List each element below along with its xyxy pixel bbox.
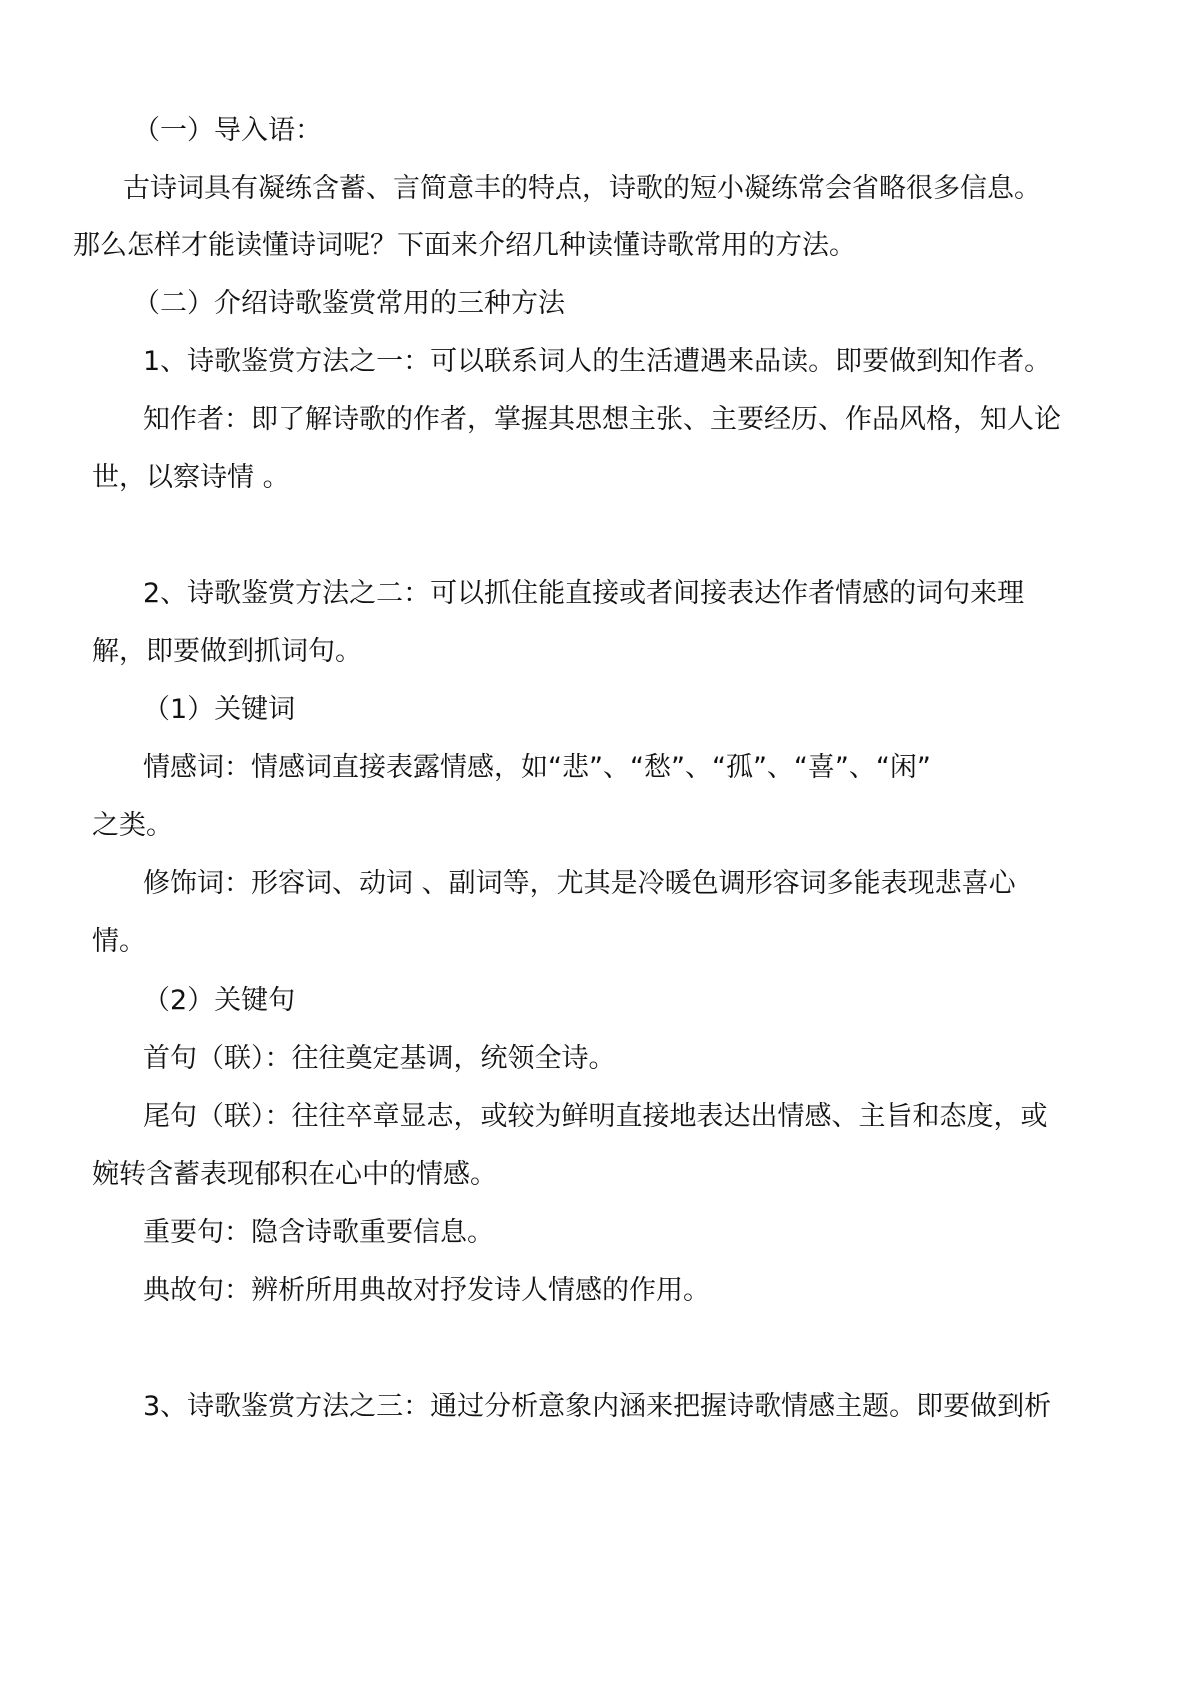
subheading-keywords: （1）关键词: [143, 694, 296, 725]
paragraph-line: 解，即要做到抓词句。: [92, 636, 362, 667]
method-one-heading: 1、诗歌鉴赏方法之一：可以联系词人的生活遭遇来品读。即要做到知作者。: [143, 346, 1052, 377]
paragraph-line: 知作者：即了解诗歌的作者，掌握其思想主张、主要经历、作品风格，知人论: [143, 404, 1061, 435]
paragraph-line: 婉转含蓄表现郁积在心中的情感。: [92, 1159, 497, 1190]
paragraph-line: 尾句（联）：往往卒章显志，或较为鲜明直接地表达出情感、主旨和态度，或: [143, 1101, 1048, 1132]
paragraph-line: 首句（联）：往往奠定基调，统领全诗。: [143, 1043, 616, 1074]
paragraph-line: 世，以察诗情 。: [92, 462, 290, 493]
paragraph-line: 情感词：情感词直接表露情感，如“悲”、“愁”、“孤”、“喜”、“闲”: [143, 752, 931, 783]
paragraph-line: 那么怎样才能读懂诗词呢？下面来介绍几种读懂诗歌常用的方法。: [73, 230, 856, 261]
paragraph-line: 之类。: [92, 810, 173, 841]
paragraph-line: 修饰词：形容词、动词 、副词等，尤其是冷暖色调形容词多能表现悲喜心: [143, 868, 1016, 899]
paragraph-line: 古诗词具有凝练含蓄、言简意丰的特点，诗歌的短小凝练常会省略很多信息。: [123, 173, 1041, 204]
method-three-heading: 3、诗歌鉴赏方法之三：通过分析意象内涵来把握诗歌情感主题。即要做到析: [143, 1391, 1052, 1422]
paragraph-line: 重要句：隐含诗歌重要信息。: [143, 1217, 494, 1248]
section-heading-intro: （一）导入语：: [133, 115, 322, 146]
section-heading-methods: （二）介绍诗歌鉴赏常用的三种方法: [133, 288, 565, 319]
subheading-key-sentences: （2）关键句: [143, 985, 296, 1016]
paragraph-line: 典故句：辨析所用典故对抒发诗人情感的作用。: [143, 1275, 710, 1306]
paragraph-line: 情。: [92, 926, 146, 957]
method-two-heading: 2、诗歌鉴赏方法之二：可以抓住能直接或者间接表达作者情感的词句来理: [143, 578, 1025, 609]
